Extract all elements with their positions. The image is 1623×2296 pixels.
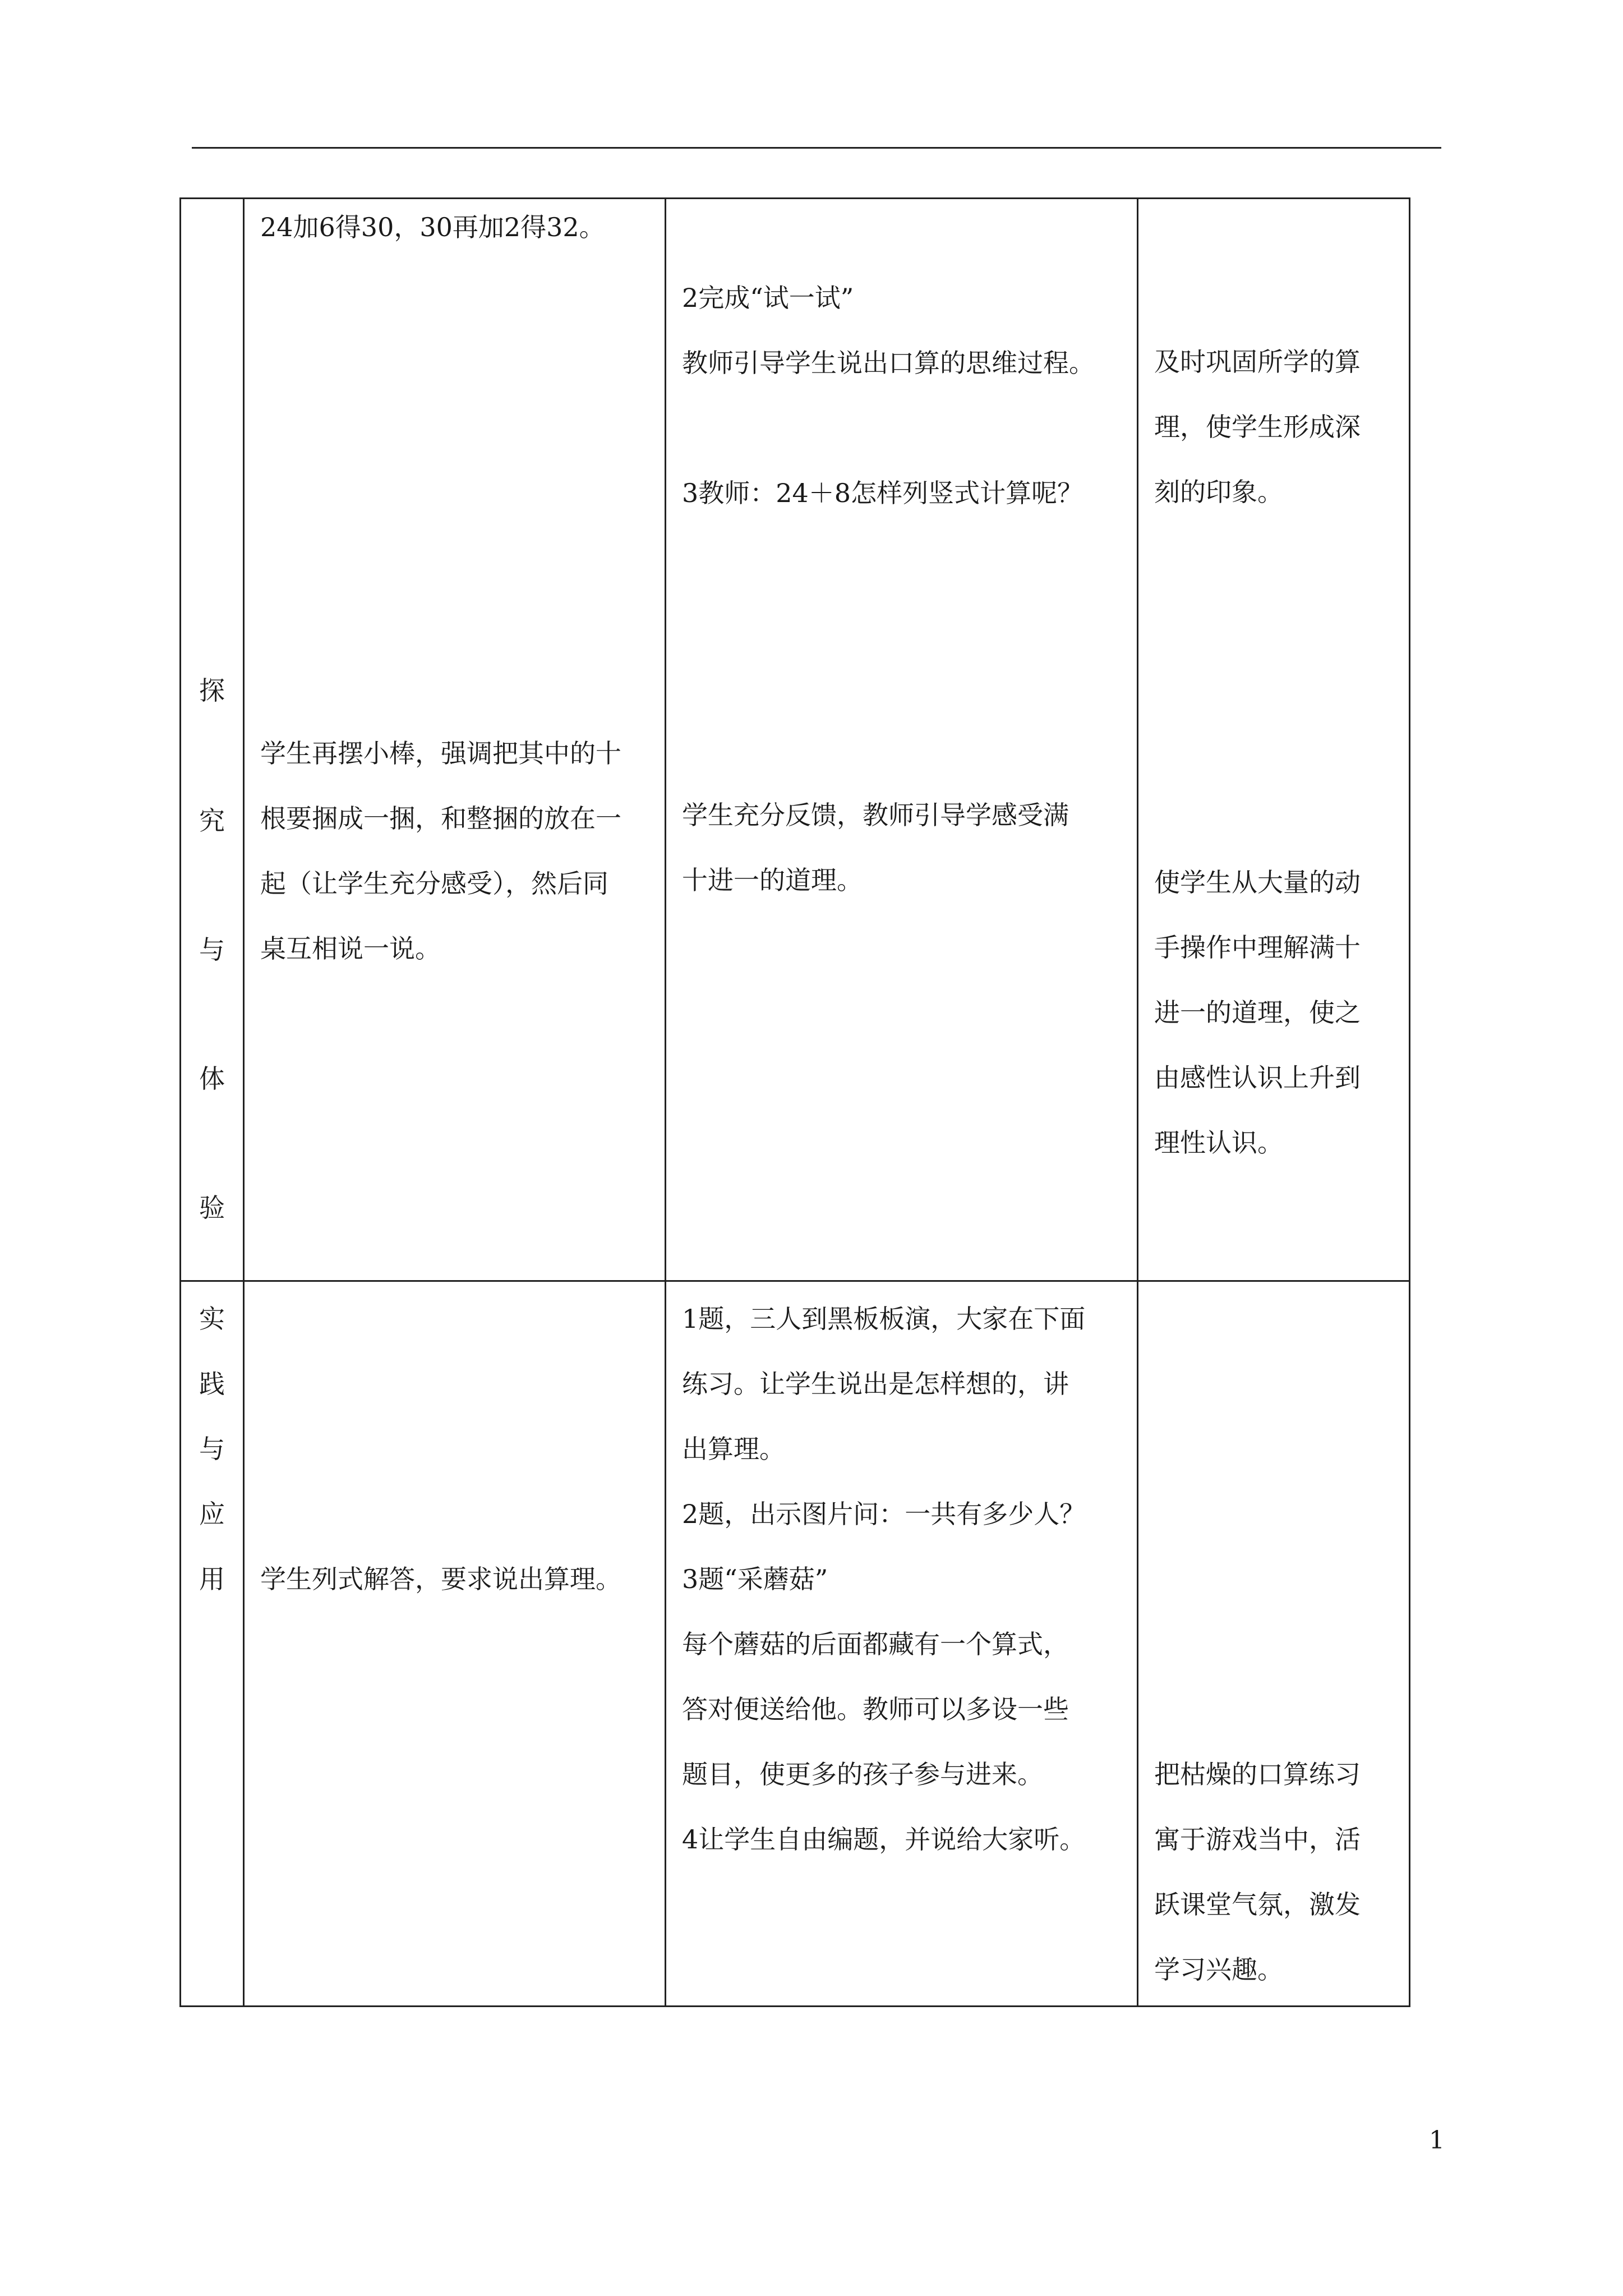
teacher-line: 十进一的道理。 (682, 865, 863, 895)
stage-char: 践 (199, 1369, 225, 1399)
purpose-line: 理，使学生形成深 (1154, 412, 1361, 442)
teacher-line: 4让学生自由编题，并说给大家听。 (682, 1824, 1086, 1855)
student-activity-cell-explore (244, 199, 666, 1281)
teacher-line: 答对便送给他。教师可以多设一些 (682, 1694, 1069, 1724)
stage-char: 用 (199, 1564, 225, 1594)
lesson-plan-table (179, 197, 1410, 2007)
page-number: 1 (1429, 2126, 1445, 2155)
purpose-line: 把枯燥的口算练习 (1154, 1759, 1361, 1789)
stage-char: 实 (199, 1304, 225, 1334)
purpose-line: 理性认识。 (1154, 1128, 1283, 1158)
stage-cell-explore (181, 199, 244, 1281)
teacher-line: 2完成“试一试” (682, 283, 854, 313)
teacher-line: 2题，出示图片问：一共有多少人？ (682, 1499, 1086, 1529)
purpose-cell-practice (1138, 1281, 1410, 2007)
purpose-line: 刻的印象。 (1154, 477, 1283, 507)
stage-char: 验 (199, 1193, 225, 1223)
purpose-line: 进一的道理，使之 (1154, 997, 1361, 1028)
teacher-line: 练习。让学生说出是怎样想的，讲 (682, 1369, 1069, 1399)
teacher-line: 3教师：24＋8怎样列竖式计算呢？ (682, 478, 1083, 508)
purpose-line: 寓于游戏当中，活 (1154, 1824, 1361, 1855)
stage-char: 探 (199, 675, 225, 706)
purpose-line: 使学生从大量的动 (1154, 867, 1361, 898)
section-row-practice (181, 1281, 1410, 2007)
purpose-line: 学习兴趣。 (1154, 1954, 1283, 1985)
purpose-line: 手操作中理解满十 (1154, 932, 1361, 963)
teacher-line: 1题，三人到黑板板演，大家在下面 (682, 1304, 1086, 1334)
purpose-line: 由感性认识上升到 (1154, 1062, 1361, 1093)
stage-char: 与 (199, 935, 225, 965)
teacher-line: 学生充分反馈，教师引导学感受满 (682, 800, 1069, 830)
section-row-explore (181, 199, 1410, 1281)
stage-char: 体 (199, 1064, 225, 1094)
student-line: 桌互相说一说。 (260, 933, 441, 964)
stage-char: 究 (199, 806, 225, 836)
teacher-activity-cell-practice (666, 1281, 1138, 2007)
student-line: 学生列式解答，要求说出算理。 (260, 1564, 621, 1594)
teacher-line: 出算理。 (682, 1434, 785, 1464)
purpose-cell-explore (1138, 199, 1410, 1281)
stage-cell-practice (181, 1281, 244, 2007)
teacher-line: 3题“采蘑菇” (682, 1564, 828, 1594)
student-line: 学生再摆小棒，强调把其中的十 (260, 738, 621, 769)
header-rule (192, 147, 1441, 149)
purpose-line: 及时巩固所学的算 (1154, 347, 1361, 377)
student-line: 24加6得30，30再加2得32。 (260, 212, 605, 242)
student-activity-cell-practice (244, 1281, 666, 2007)
stage-char: 应 (199, 1499, 225, 1529)
purpose-line: 跃课堂气氛，激发 (1154, 1889, 1361, 1920)
teacher-line: 教师引导学生说出口算的思维过程。 (682, 348, 1095, 378)
teacher-line: 题目，使更多的孩子参与进来。 (682, 1759, 1043, 1789)
teacher-line: 每个蘑菇的后面都藏有一个算式， (682, 1629, 1069, 1659)
stage-char: 与 (199, 1434, 225, 1464)
student-line: 根要捆成一捆，和整捆的放在一 (260, 803, 621, 834)
student-line: 起（让学生充分感受），然后同 (260, 868, 608, 899)
teacher-activity-cell-explore (666, 199, 1138, 1281)
